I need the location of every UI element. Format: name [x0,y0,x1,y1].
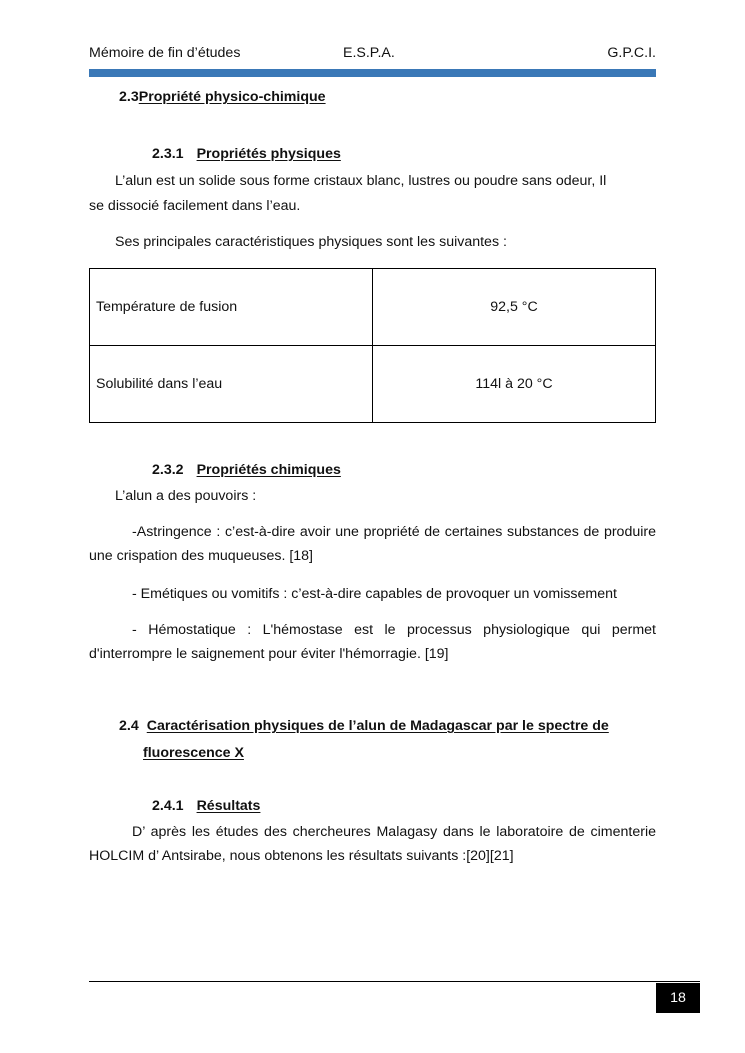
section-2-3-2-heading [152,462,341,478]
header-left-text: Mémoire de fin d’études [89,45,241,61]
list-item-astringence: -Astringence : c’est-à-dire avoir une propriété de certaines substances de produire une crispation des muqueuses. [18] [89,524,656,564]
section-2-4-1-number: 2.4.1 [152,798,184,814]
section-2-4-heading [119,718,609,734]
list-item-emetiques: - Emétiques ou vomitifs : c’est-à-dire capables de provoquer un vomissement [132,586,617,602]
section-2-3-2-title: Propriétés chimiques [196,462,341,478]
section-2-4-title-line1: Caractérisation physiques de l’alun de Madagascar par le spectre de [146,718,609,734]
section-2-3-1-heading [152,146,341,162]
physical-properties-table [89,268,656,423]
paragraph-results: D’ après les études des chercheures Malagasy dans le laboratoire de cimenterie HOLCIM d’ Antsirabe, nous obtenons les résultats suivants :[20][21] [89,824,656,864]
section-2-3-1-number: 2.3.1 [152,146,184,162]
table-cell-value: 92,5 °C [373,269,656,346]
table-row [90,269,656,346]
table-cell-label: Température de fusion [90,269,373,346]
section-2-3-heading [119,89,326,105]
section-2-3-number: 2.3 [119,89,139,105]
section-2-3-1-title: Propriétés physiques [196,146,341,162]
section-2-4-1-title: Résultats [196,798,261,814]
page-number: 18 [656,983,700,1013]
section-2-4-title-line2-wrap [143,745,244,761]
header-bar [89,69,656,77]
section-2-3-2-number: 2.3.2 [152,462,184,478]
section-2-4-1-heading [152,798,260,814]
table-cell-value: 114l à 20 °C [373,346,656,423]
section-2-3-title: Propriété physico-chimique [138,89,326,105]
table-cell-label: Solubilité dans l’eau [90,346,373,423]
header-center-text: E.S.P.A. [343,45,395,61]
paragraph-physical-line2: se dissocié facilement dans l’eau. [89,198,301,214]
table-row [90,346,656,423]
section-2-4-number: 2.4 [119,718,139,734]
paragraph-characteristics: Ses principales caractéristiques physiques sont les suivantes : [115,234,507,250]
footer-rule [89,981,700,982]
section-2-4-title-line2: fluorescence X [143,745,244,761]
paragraph-powers-intro: L’alun a des pouvoirs : [115,488,257,504]
list-item-hemostatique: - Hémostatique : L'hémostase est le processus physiologique qui permet d'interrompre le saignement pour éviter l'hémorragie. [19] [89,622,656,662]
header-right-text: G.P.C.I. [607,45,656,61]
paragraph-physical-line1: L’alun est un solide sous forme cristaux blanc, lustres ou poudre sans odeur, Il [115,173,607,189]
